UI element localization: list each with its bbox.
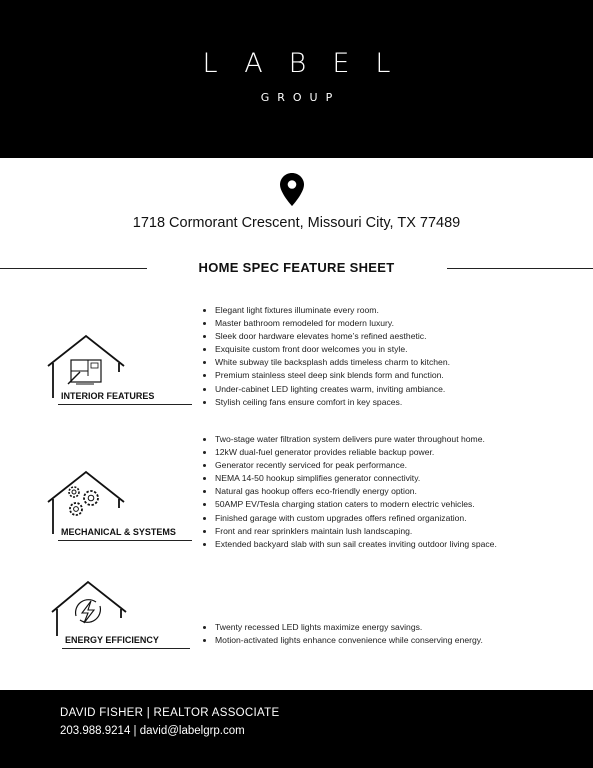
footer-band [0, 690, 593, 768]
list-item: Generator recently serviced for peak performance. [203, 459, 497, 472]
list-item: Motion-activated lights enhance convenience while conserving energy. [203, 634, 483, 647]
list-item: Stylish ceiling fans ensure comfort in key spaces. [203, 396, 450, 409]
property-address: 1718 Cormorant Crescent, Missouri City, TX 77489 [132, 215, 461, 231]
section-interior-features [0, 300, 593, 415]
list-item: Master bathroom remodeled for modern luxury. [203, 317, 450, 330]
section-icon-box [46, 468, 196, 548]
feature-list [203, 304, 450, 409]
title-rule-right [447, 268, 593, 269]
list-item: Front and rear sprinklers maintain lush landscaping. [203, 525, 497, 538]
sheet-title-row [0, 259, 593, 279]
section-underline [62, 648, 190, 649]
feature-list [203, 433, 497, 551]
section-icon-box [46, 578, 196, 653]
section-icon-box [46, 332, 196, 412]
list-item: Extended backyard slab with sun sail creates inviting outdoor living space. [203, 538, 497, 551]
agent-contact[interactable]: 203.988.9214 | david@labelgrp.com [60, 725, 245, 737]
section-underline [58, 404, 192, 405]
list-item: Natural gas hookup offers eco-friendly energy option. [203, 485, 497, 498]
section-label: MECHANICAL & SYSTEMS [61, 527, 176, 537]
section-label: ENERGY EFFICIENCY [65, 635, 159, 645]
list-item: 12kW dual-fuel generator provides reliable backup power. [203, 446, 497, 459]
list-item: NEMA 14-50 hookup simplifies generator connectivity. [203, 472, 497, 485]
section-mechanical-systems [0, 430, 593, 555]
section-energy-efficiency [0, 575, 593, 655]
section-underline [58, 540, 192, 541]
sheet-title: HOME SPEC FEATURE SHEET [198, 260, 395, 275]
section-label: INTERIOR FEATURES [61, 391, 155, 401]
list-item: White subway tile backsplash adds timeless charm to kitchen. [203, 356, 450, 369]
logo-wordmark: LABEL [202, 48, 417, 79]
agent-name: DAVID FISHER | REALTOR ASSOCIATE [60, 707, 280, 719]
list-item: Exquisite custom front door welcomes you in style. [203, 343, 450, 356]
house-gears-icon [46, 468, 136, 536]
location-pin-icon [280, 173, 304, 206]
list-item: Finished garage with custom upgrades offers refined organization. [203, 512, 497, 525]
header-band [0, 0, 593, 158]
list-item: Under-cabinet LED lighting creates warm, inviting ambiance. [203, 383, 450, 396]
list-item: 50AMP EV/Tesla charging station caters to modern electric vehicles. [203, 498, 497, 511]
list-item: Sleek door hardware elevates home’s refined aesthetic. [203, 330, 450, 343]
feature-list [203, 621, 483, 647]
list-item: Premium stainless steel deep sink blends form and function. [203, 369, 450, 382]
logo-subtitle: GROUP [260, 91, 341, 104]
house-blueprint-icon [46, 332, 136, 400]
list-item: Twenty recessed LED lights maximize energy savings. [203, 621, 483, 634]
list-item: Two-stage water filtration system delivers pure water throughout home. [203, 433, 497, 446]
list-item: Elegant light fixtures illuminate every room. [203, 304, 450, 317]
